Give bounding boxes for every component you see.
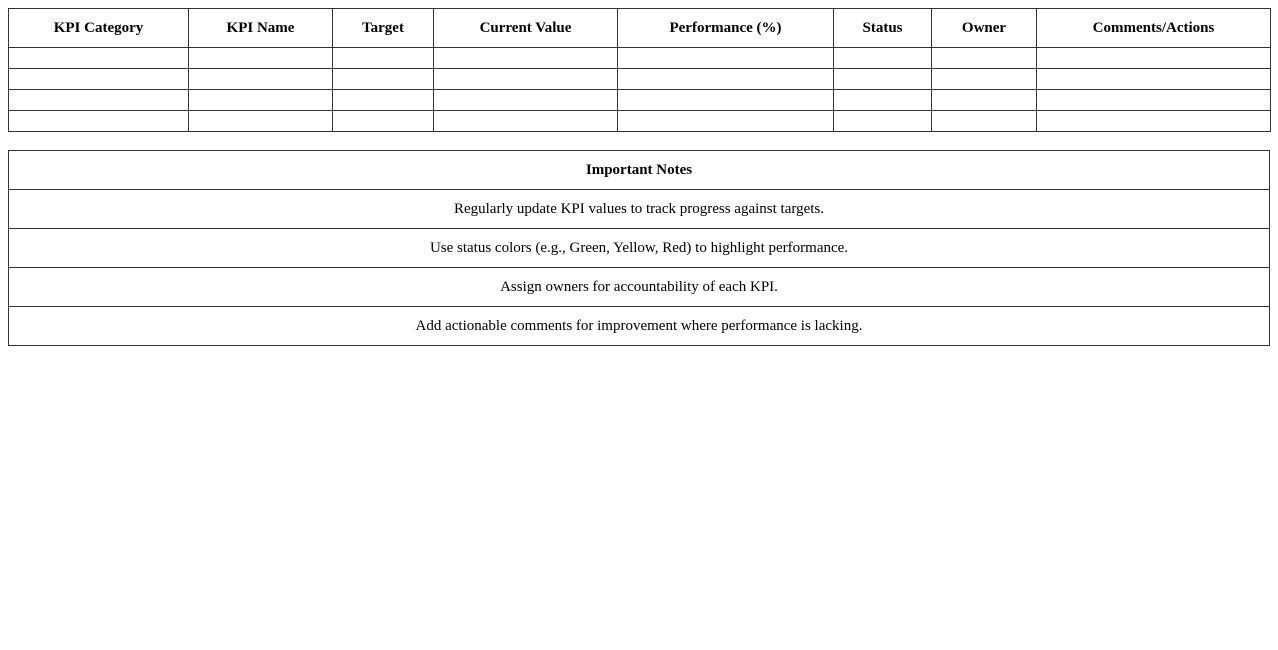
table-cell[interactable] bbox=[1037, 111, 1271, 132]
table-cell[interactable] bbox=[434, 69, 618, 90]
table-cell[interactable] bbox=[932, 69, 1037, 90]
notes-table bbox=[8, 150, 1270, 346]
note-row bbox=[9, 268, 1270, 307]
table-cell[interactable] bbox=[333, 111, 434, 132]
header-current-value: Current Value bbox=[434, 9, 618, 48]
table-cell[interactable] bbox=[189, 90, 333, 111]
header-kpi-category: KPI Category bbox=[9, 9, 189, 48]
table-cell[interactable] bbox=[189, 69, 333, 90]
note-item: Use status colors (e.g., Green, Yellow, Red) to highlight performance. bbox=[9, 229, 1270, 268]
table-cell[interactable] bbox=[618, 111, 834, 132]
notes-header-row bbox=[9, 151, 1270, 190]
table-row bbox=[9, 69, 1271, 90]
table-cell[interactable] bbox=[434, 111, 618, 132]
header-comments-actions: Comments/Actions bbox=[1037, 9, 1271, 48]
header-owner: Owner bbox=[932, 9, 1037, 48]
table-cell[interactable] bbox=[932, 90, 1037, 111]
note-row bbox=[9, 307, 1270, 346]
table-cell[interactable] bbox=[434, 48, 618, 69]
table-cell[interactable] bbox=[434, 90, 618, 111]
table-cell[interactable] bbox=[9, 48, 189, 69]
table-cell[interactable] bbox=[9, 111, 189, 132]
table-cell[interactable] bbox=[834, 48, 932, 69]
table-cell[interactable] bbox=[9, 90, 189, 111]
header-performance: Performance (%) bbox=[618, 9, 834, 48]
header-status: Status bbox=[834, 9, 932, 48]
note-item: Add actionable comments for improvement where performance is lacking. bbox=[9, 307, 1270, 346]
table-cell[interactable] bbox=[932, 48, 1037, 69]
table-cell[interactable] bbox=[9, 69, 189, 90]
header-target: Target bbox=[333, 9, 434, 48]
note-item: Assign owners for accountability of each KPI. bbox=[9, 268, 1270, 307]
table-cell[interactable] bbox=[834, 69, 932, 90]
table-cell[interactable] bbox=[333, 69, 434, 90]
table-cell[interactable] bbox=[333, 90, 434, 111]
table-cell[interactable] bbox=[618, 90, 834, 111]
table-cell[interactable] bbox=[834, 111, 932, 132]
table-cell[interactable] bbox=[189, 48, 333, 69]
table-cell[interactable] bbox=[1037, 69, 1271, 90]
note-row bbox=[9, 229, 1270, 268]
table-row bbox=[9, 111, 1271, 132]
kpi-table bbox=[8, 8, 1271, 132]
table-cell[interactable] bbox=[1037, 48, 1271, 69]
table-cell[interactable] bbox=[333, 48, 434, 69]
note-row bbox=[9, 190, 1270, 229]
note-item: Regularly update KPI values to track progress against targets. bbox=[9, 190, 1270, 229]
header-kpi-name: KPI Name bbox=[189, 9, 333, 48]
table-row bbox=[9, 48, 1271, 69]
table-cell[interactable] bbox=[1037, 90, 1271, 111]
notes-title: Important Notes bbox=[9, 151, 1270, 190]
table-cell[interactable] bbox=[189, 111, 333, 132]
table-cell[interactable] bbox=[834, 90, 932, 111]
table-row bbox=[9, 90, 1271, 111]
table-cell[interactable] bbox=[932, 111, 1037, 132]
table-cell[interactable] bbox=[618, 69, 834, 90]
table-cell[interactable] bbox=[618, 48, 834, 69]
kpi-header-row bbox=[9, 9, 1271, 48]
